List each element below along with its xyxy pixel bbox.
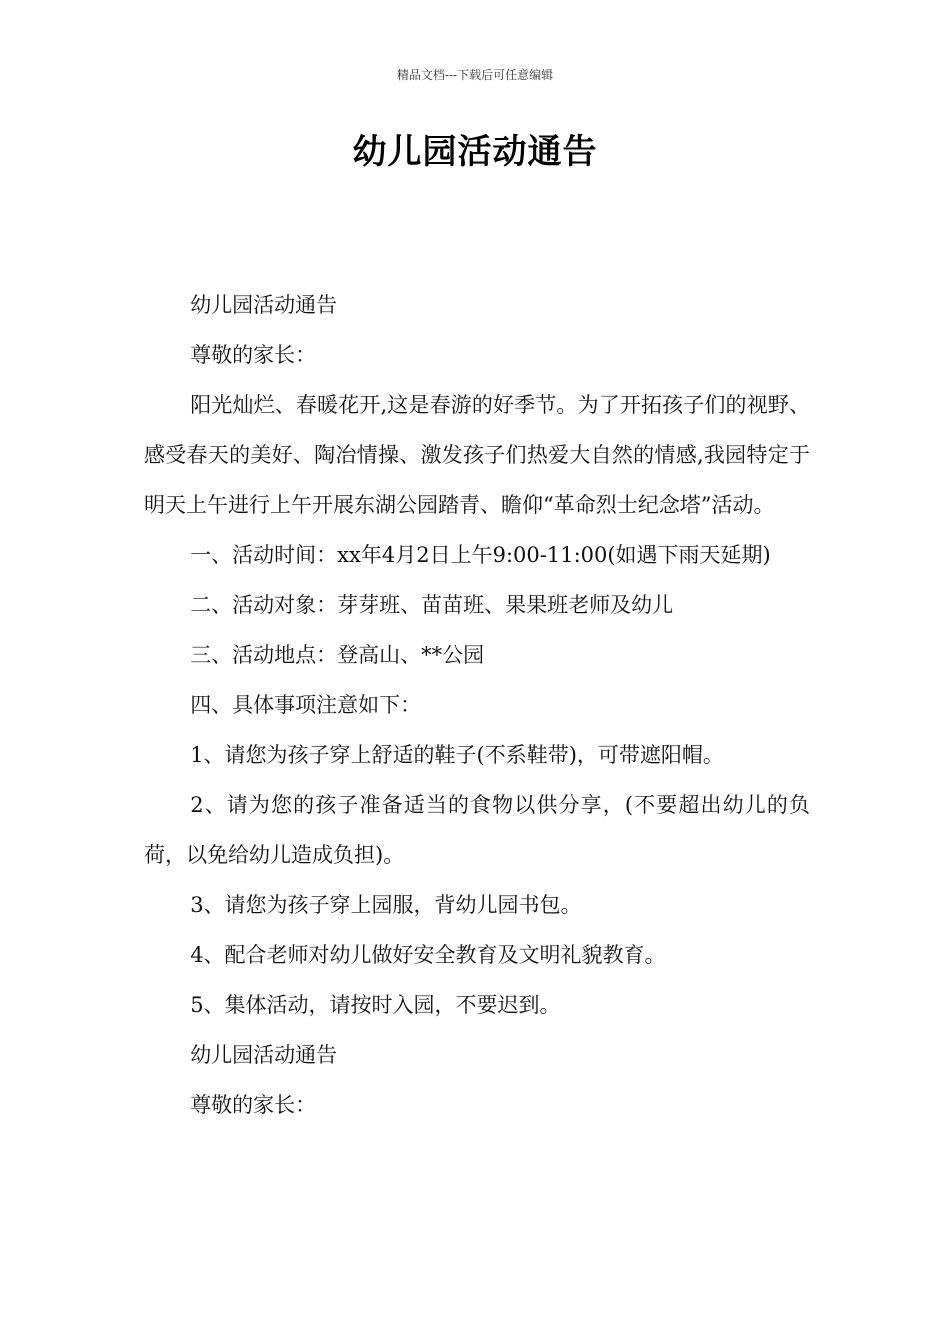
body-paragraph-heading-repeat: 幼儿园活动通告 xyxy=(190,1043,338,1067)
body-paragraph-activity-participants: 二、活动对象：芽芽班、苗苗班、果果班老师及幼儿 xyxy=(190,593,674,617)
header-note: 精品文档---下载后可任意编辑 xyxy=(396,68,554,82)
body-paragraph-intro: 阳光灿烂、春暖花开,这是春游的好季节。为了开拓孩子们的视野、感受春天的美好、陶冶情操、激发孩子们热爱大自然的情感,我园特定于明天上午进行上午开展东湖公园踏青、瞻仰“革命烈士纪念塔”活动。 xyxy=(144,393,810,517)
body-paragraph-heading: 幼儿园活动通告 xyxy=(190,293,338,317)
body-paragraph-note-4: 4、配合老师对幼儿做好安全教育及文明礼貌教育。 xyxy=(190,943,666,967)
body-paragraph-notes-heading: 四、具体事项注意如下： xyxy=(190,693,422,717)
document-body xyxy=(144,280,810,1130)
body-paragraph-salutation-repeat: 尊敬的家长： xyxy=(190,1093,317,1117)
body-paragraph-note-1: 1、请您为孩子穿上舒适的鞋子(不系鞋带)，可带遮阳帽。 xyxy=(190,743,724,767)
body-paragraph-note-5: 5、集体活动，请按时入园，不要迟到。 xyxy=(190,993,561,1017)
body-paragraph-note-3: 3、请您为孩子穿上园服，背幼儿园书包。 xyxy=(190,893,582,917)
body-paragraph-note-2: 2、请为您的孩子准备适当的食物以供分享，(不要超出幼儿的负荷，以免给幼儿造成负担)。 xyxy=(144,793,810,867)
body-paragraph-salutation: 尊敬的家长： xyxy=(190,343,317,367)
body-paragraph-activity-time: 一、活动时间：xx年4月2日上午9:00-11:00(如遇下雨天延期) xyxy=(190,543,771,567)
body-paragraph-activity-location: 三、活动地点：登高山、**公园 xyxy=(190,643,485,667)
document-title: 幼儿园活动通告 xyxy=(352,132,598,172)
